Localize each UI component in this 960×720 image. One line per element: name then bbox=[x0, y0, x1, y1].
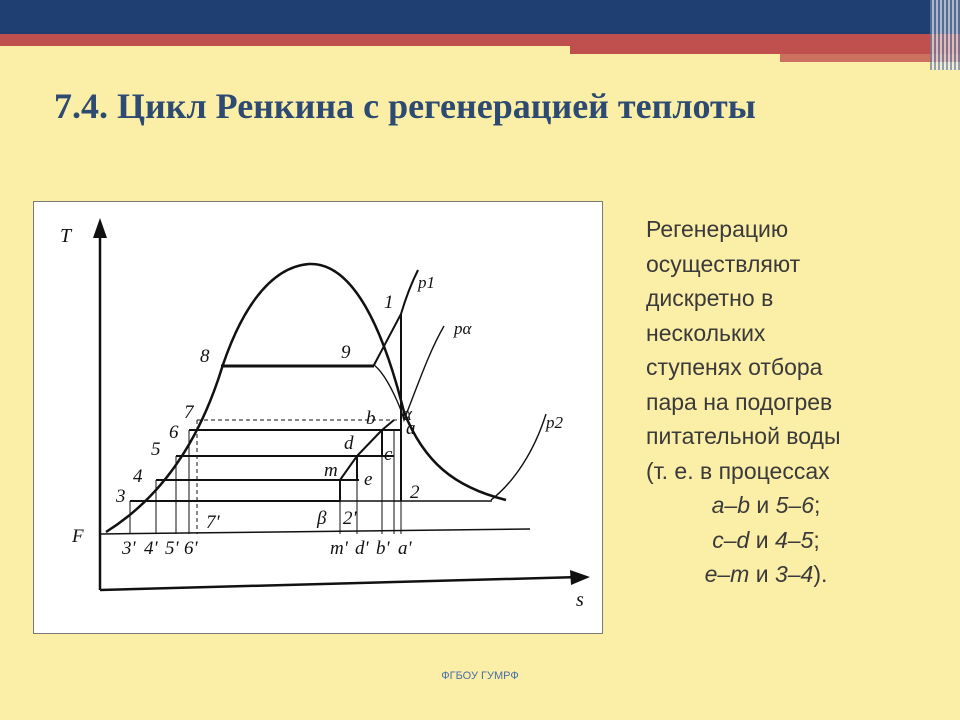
formula-line: e–m и 3–4). bbox=[704, 561, 828, 587]
description-text bbox=[646, 212, 946, 592]
label-2: 2 bbox=[410, 482, 420, 503]
label-6: 6 bbox=[169, 422, 179, 443]
header-accent-step bbox=[570, 46, 960, 54]
saturation-dome bbox=[106, 264, 506, 532]
label-b-prime: b' bbox=[376, 538, 390, 559]
label-beta: β bbox=[317, 508, 327, 529]
isobar-p2 bbox=[491, 414, 546, 500]
footer-text: ФГБОУ ГУМРФ bbox=[441, 670, 519, 682]
label-m: m bbox=[324, 460, 338, 481]
text-line: ступенях отбора bbox=[646, 354, 823, 380]
label-3: 3 bbox=[116, 486, 126, 507]
diag-3 bbox=[340, 456, 357, 480]
label-4-prime: 4' bbox=[144, 538, 158, 559]
header-decor-strip bbox=[930, 0, 960, 70]
label-p1: p1 bbox=[418, 273, 435, 292]
formula-line: c–d и 4–5; bbox=[712, 526, 820, 553]
label-a-prime: a' bbox=[398, 538, 412, 559]
label-palpha: pα bbox=[454, 319, 472, 338]
label-9: 9 bbox=[341, 342, 351, 363]
label-c: c bbox=[384, 444, 393, 465]
diag-1 bbox=[382, 420, 394, 430]
label-7-prime: 7' bbox=[206, 512, 220, 533]
s-axis-arrow bbox=[570, 570, 590, 585]
text-line: пара на подогрев bbox=[646, 388, 833, 415]
label-5-prime: 5' bbox=[165, 538, 179, 559]
baseline-f bbox=[100, 529, 530, 534]
label-m-prime: m' bbox=[330, 538, 348, 559]
label-alpha: α bbox=[402, 404, 412, 425]
label-1: 1 bbox=[384, 292, 394, 313]
label-d: d bbox=[344, 433, 354, 454]
label-3-prime: 3' bbox=[122, 538, 136, 559]
text-line: дискретно в bbox=[646, 285, 774, 311]
s-axis bbox=[100, 577, 580, 590]
text-line: нескольких bbox=[646, 319, 766, 346]
label-6-prime: 6' bbox=[184, 538, 198, 559]
header-band bbox=[0, 0, 960, 34]
label-4: 4 bbox=[133, 466, 143, 487]
formula-line: a–b и 5–6; bbox=[711, 492, 821, 518]
text-line: Регенерацию bbox=[646, 216, 789, 242]
header-accent-band bbox=[0, 34, 960, 46]
axis-label-t: T bbox=[60, 225, 72, 247]
text-line: (т. е. в процессах bbox=[646, 457, 830, 484]
label-8: 8 bbox=[200, 346, 210, 367]
isobar-p1 bbox=[374, 270, 418, 365]
label-b: b bbox=[366, 408, 376, 429]
label-F: F bbox=[72, 526, 84, 547]
label-a: a bbox=[406, 418, 416, 439]
text-line: осуществляют bbox=[646, 250, 801, 277]
label-7: 7 bbox=[184, 402, 194, 423]
label-p2: p2 bbox=[546, 413, 563, 432]
axis-label-s: s bbox=[576, 589, 584, 611]
label-e: e bbox=[364, 469, 373, 490]
ts-diagram bbox=[33, 201, 603, 634]
t-axis-arrow bbox=[93, 218, 107, 238]
label-2-prime: 2' bbox=[343, 508, 357, 529]
label-5: 5 bbox=[151, 439, 161, 460]
label-d-prime: d' bbox=[355, 538, 369, 559]
diag-2 bbox=[357, 430, 382, 456]
slide-title: 7.4. Цикл Ренкина с регенерацией теплоты bbox=[54, 86, 756, 126]
text-line: питательной воды bbox=[646, 423, 841, 449]
